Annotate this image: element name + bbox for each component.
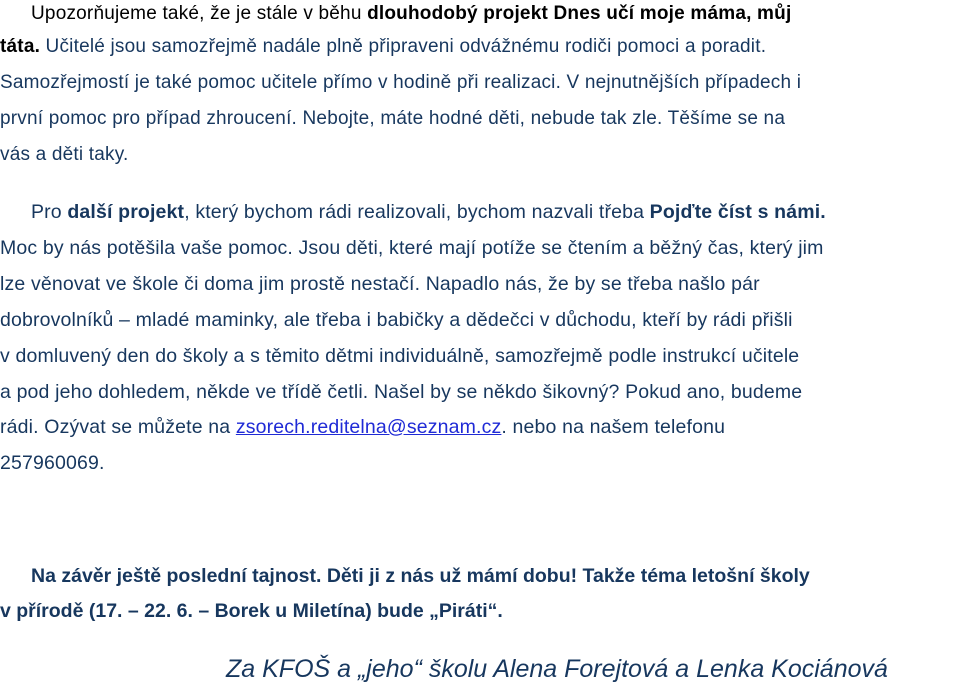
- email-link[interactable]: zsorech.reditelna@seznam.cz: [235, 416, 502, 438]
- p1-line-4: první pomoc pro případ zhroucení. Nebojte, máte hodné děti, nebude tak zle. Těšíme se na: [0, 108, 786, 129]
- p2-line-6: a pod jeho dohledem, někde ve třídě četli. Našel by se někdo šikovný? Pokud ano, budeme: [0, 381, 803, 403]
- p1-line-2-text: Učitelé jsou samozřejmě nadále plně připraveni odvážnému rodiči pomoci a poradit.: [40, 36, 767, 57]
- p2-line-7-a: rádi. Ozývat se můžete na: [0, 416, 236, 438]
- p2-line-1-a: Pro: [31, 201, 68, 223]
- p2-line-2: Moc by nás potěšila vaše pomoc. Jsou děti, které mají potíže se čtením a běžný čas, který jim: [0, 237, 824, 259]
- p1-line-1: [31, 3, 791, 25]
- p1-line-5: vás a děti taky.: [0, 144, 129, 165]
- signature: Za KFOŠ a „jeho“ školu Alena Forejtová a Lenka Kociánová: [226, 655, 888, 683]
- p2-line-7: [0, 416, 725, 439]
- p2-line-7-b: . nebo na našem telefonu: [501, 416, 726, 438]
- p3-line-1: Na závěr ještě poslední tajnost. Děti ji z nás už mámí dobu! Takže téma letošní školy: [31, 565, 810, 587]
- p2-line-1-c: , který bychom rádi realizovali, bychom nazvali třeba: [184, 201, 650, 223]
- p2-line-5: v domluvený den do školy a s těmito dětmi individuálně, samozřejmě podle instrukcí učitele: [0, 345, 800, 367]
- p3-line-2: v přírodě (17. – 22. 6. – Borek u Miletína) bude „Piráti“.: [0, 600, 503, 622]
- p2-line-4: dobrovolníků – mladé maminky, ale třeba i babičky a dědečci v důchodu, kteří by rádi přišli: [0, 309, 793, 331]
- project-title: Pojďte číst s námi.: [649, 201, 826, 223]
- p1-line-1-text: Upozorňujeme také, že je stále v běhu: [31, 3, 368, 24]
- p1-line-2: [0, 36, 766, 58]
- p1-line-3: Samozřejmostí je také pomoc učitele přímo v hodině při realizaci. V nejnutnějších případech i: [0, 72, 802, 93]
- next-project-label: další projekt: [67, 201, 185, 223]
- p2-line-1: [31, 201, 826, 224]
- project-name-part2: táta.: [0, 36, 41, 57]
- project-name-part1: dlouhodobý projekt Dnes učí moje máma, můj: [367, 3, 792, 24]
- phone-number: 257960069.: [0, 452, 105, 474]
- p2-line-3: lze věnovat ve škole či doma jim prostě nestačí. Napadlo nás, že by se třeba našlo pár: [0, 273, 760, 295]
